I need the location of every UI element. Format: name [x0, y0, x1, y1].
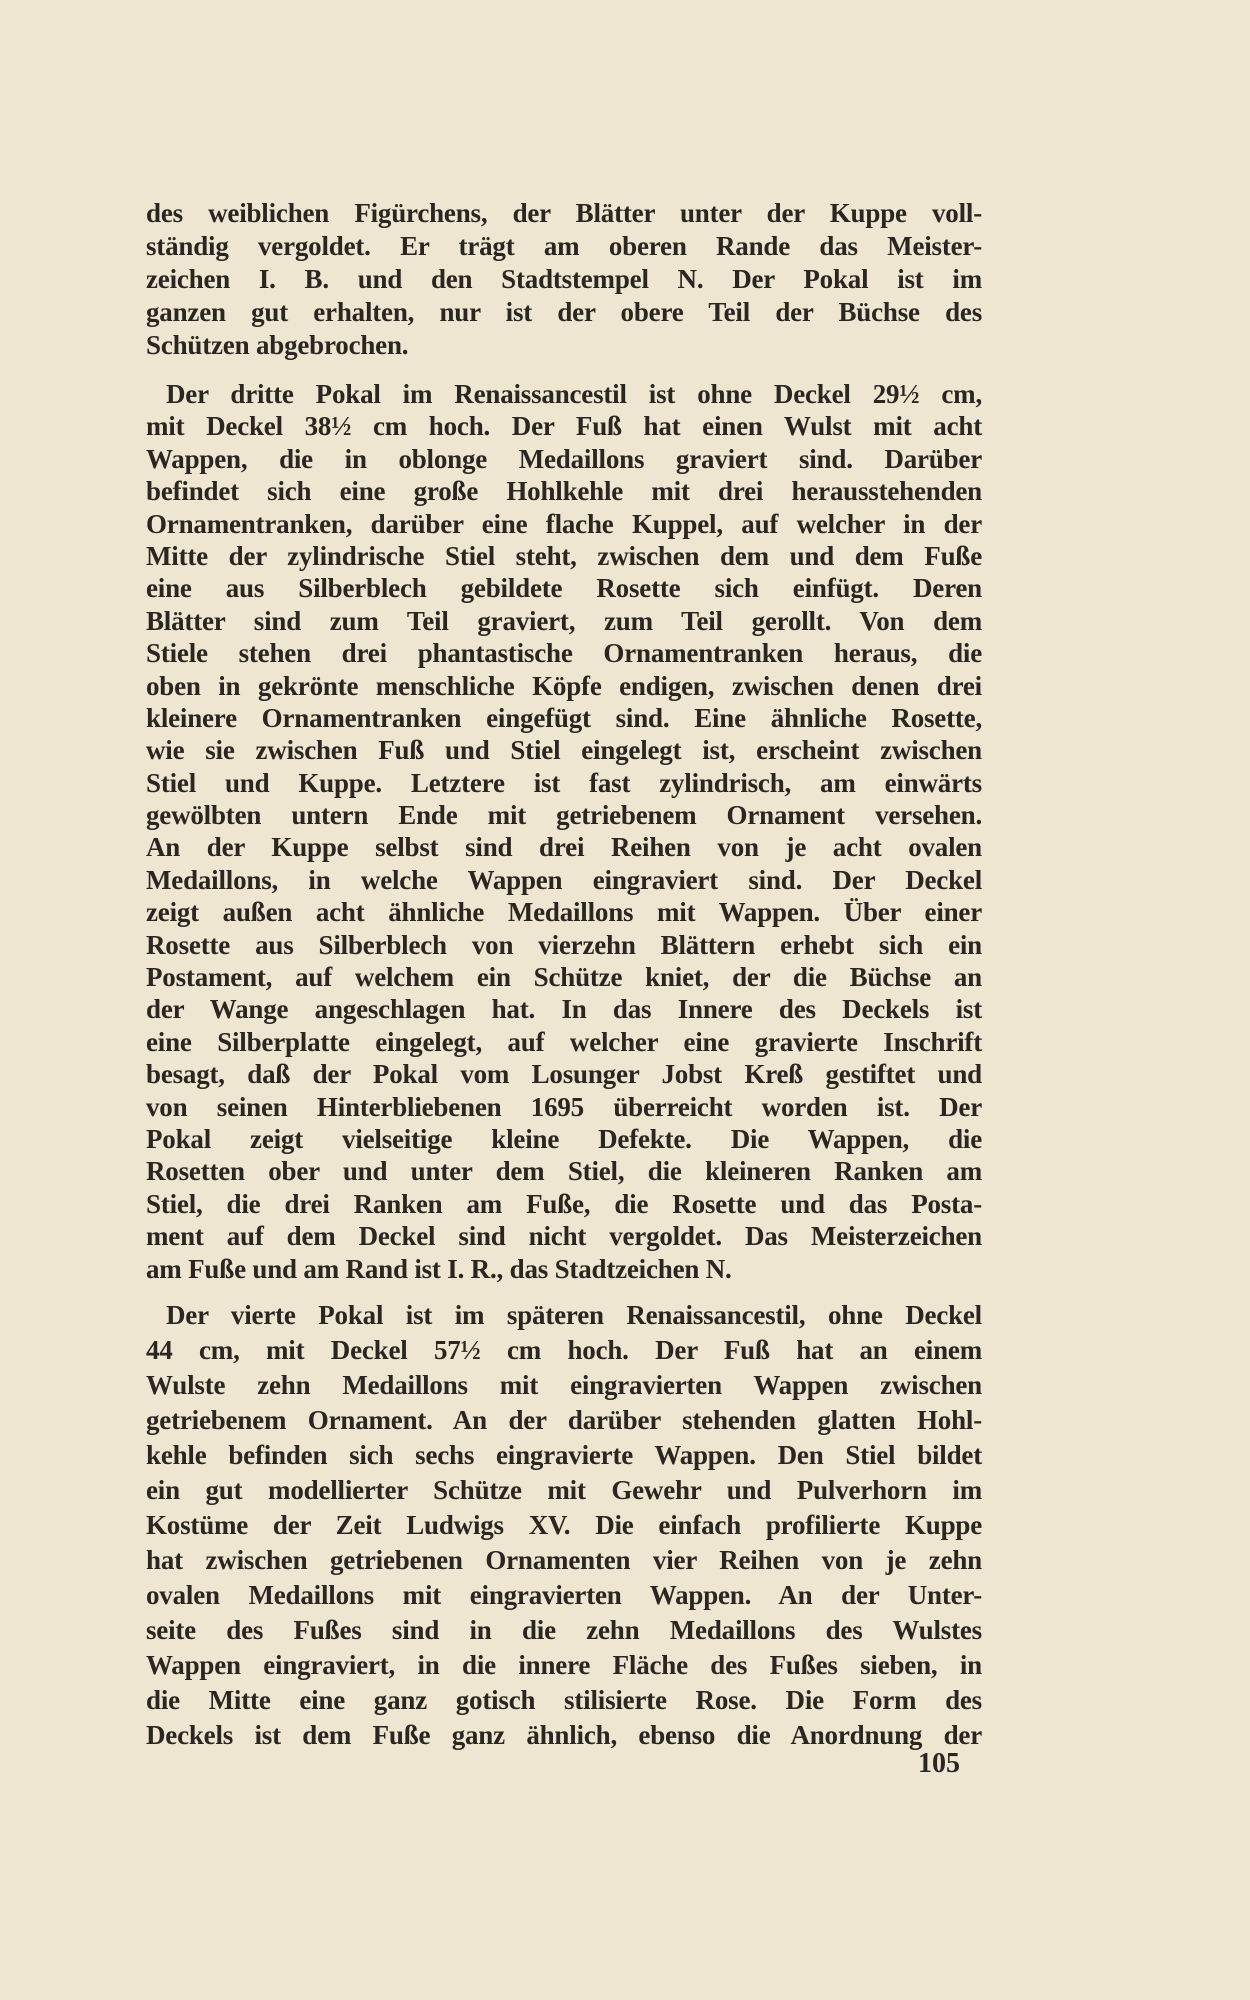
text-line: Blätter sind zum Teil graviert, zum Teil gerollt. Von dem [146, 605, 982, 636]
text-line: Der vierte Pokal ist im späteren Renaissancestil, ohne Deckel [166, 1300, 982, 1330]
text-line: oben in gekrönte menschliche Köpfe endigen, zwischen denen drei [146, 670, 982, 701]
paragraph-2 [146, 378, 982, 1285]
text-line: seite des Fußes sind in die zehn Medaillons des Wulstes [146, 1615, 982, 1645]
text-line: Wulste zehn Medaillons mit eingravierten Wappen zwischen [146, 1370, 982, 1400]
text-line: getriebenem Ornament. An der darüber stehenden glatten Hohl- [146, 1405, 982, 1435]
text-line: von seinen Hinterbliebenen 1695 überreicht worden ist. Der [146, 1091, 982, 1122]
text-line: wie sie zwischen Fuß und Stiel eingelegt ist, erscheint zwischen [146, 735, 982, 766]
text-line: besagt, daß der Pokal vom Losunger Jobst Kreß gestiftet und [146, 1059, 982, 1090]
text-line: Stiel, die drei Ranken am Fuße, die Rosette und das Posta- [146, 1188, 982, 1219]
text-line: Mitte der zylindrische Stiel steht, zwischen dem und dem Fuße [146, 540, 982, 571]
text-line: Der dritte Pokal im Renaissancestil ist ohne Deckel 29½ cm, [166, 379, 982, 409]
text-line: kleinere Ornamentranken eingefügt sind. Eine ähnliche Rosette, [146, 702, 982, 733]
text-line: Rosette aus Silberblech von vierzehn Blättern erhebt sich ein [146, 929, 982, 960]
text-line: An der Kuppe selbst sind drei Reihen von je acht ovalen [146, 832, 982, 863]
text-line: Wappen, die in oblonge Medaillons graviert sind. Darüber [146, 443, 982, 474]
text-line: Deckels ist dem Fuße ganz ähnlich, ebenso die Anordnung der [146, 1720, 982, 1750]
text-line: zeichen I. B. und den Stadtstempel N. Der Pokal ist im [146, 264, 982, 294]
text-line: eine aus Silberblech gebildete Rosette sich einfügt. Deren [146, 573, 982, 604]
text-line: ovalen Medaillons mit eingravierten Wappen. An der Unter- [146, 1580, 982, 1610]
text-line: Stiel und Kuppe. Letztere ist fast zylindrisch, am einwärts [146, 767, 982, 798]
text-line: zeigt außen acht ähnliche Medaillons mit Wappen. Über einer [146, 897, 982, 928]
text-line: Ornamentranken, darüber eine flache Kuppel, auf welcher in der [146, 508, 982, 539]
text-line: 44 cm, mit Deckel 57½ cm hoch. Der Fuß hat an einem [146, 1335, 982, 1365]
text-line: eine Silberplatte eingelegt, auf welcher eine gravierte Inschrift [146, 1026, 982, 1057]
text-line: Rosetten ober und unter dem Stiel, die kleineren Ranken am [146, 1156, 982, 1187]
text-line: kehle befinden sich sechs eingravierte Wappen. Den Stiel bildet [146, 1440, 982, 1470]
text-line: Medaillons, in welche Wappen eingraviert sind. Der Deckel [146, 864, 982, 895]
text-line: hat zwischen getriebenen Ornamenten vier Reihen von je zehn [146, 1545, 982, 1575]
text-line: ein gut modellierter Schütze mit Gewehr und Pulverhorn im [146, 1475, 982, 1505]
text-line: Schützen abgebrochen. [146, 330, 409, 360]
text-line: ständig vergoldet. Er trägt am oberen Rande das Meister- [146, 231, 982, 261]
paragraph-1 [146, 197, 982, 362]
text-line: Wappen eingraviert, in die innere Fläche des Fußes sieben, in [146, 1650, 982, 1680]
text-line: mit Deckel 38½ cm hoch. Der Fuß hat einen Wulst mit acht [146, 411, 982, 442]
text-line: Postament, auf welchem ein Schütze kniet, der die Büchse an [146, 962, 982, 993]
text-line: Pokal zeigt vielseitige kleine Defekte. Die Wappen, die [146, 1123, 982, 1154]
text-line: Stiele stehen drei phantastische Ornamentranken heraus, die [146, 638, 982, 669]
text-line: des weiblichen Figürchens, der Blätter unter der Kuppe voll- [146, 198, 982, 228]
text-line: die Mitte eine ganz gotisch stilisierte Rose. Die Form des [146, 1685, 982, 1715]
text-line: der Wange angeschlagen hat. In das Innere des Deckels ist [146, 994, 982, 1025]
text-line: ment auf dem Deckel sind nicht vergoldet. Das Meisterzeichen [146, 1221, 982, 1252]
text-line: ganzen gut erhalten, nur ist der obere Teil der Büchse des [146, 297, 982, 327]
text-line: Kostüme der Zeit Ludwigs XV. Die einfach profilierte Kuppe [146, 1510, 982, 1540]
text-line: befindet sich eine große Hohlkehle mit drei herausstehenden [146, 476, 982, 507]
paragraph-3 [146, 1298, 982, 1753]
page-number: 105 [918, 1748, 960, 1779]
text-line: gewölbten untern Ende mit getriebenem Ornament versehen. [146, 800, 982, 831]
text-line: am Fuße und am Rand ist I. R., das Stadtzeichen N. [146, 1253, 732, 1284]
